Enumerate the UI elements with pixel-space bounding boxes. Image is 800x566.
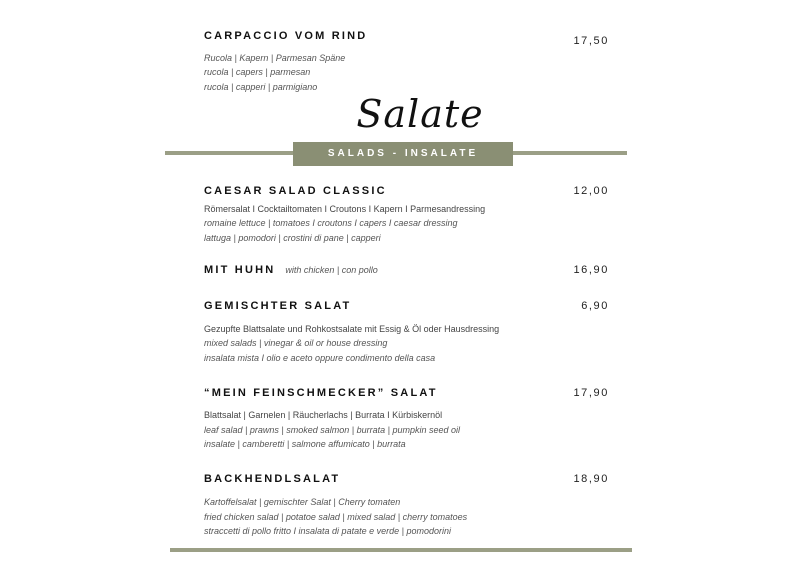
- dish-price-feinschmecker: 17,90: [573, 387, 609, 399]
- dish-desc-it: rucola | capperi | parmigiano: [204, 82, 318, 92]
- dish-desc-en: rucola | capers | parmesan: [204, 67, 311, 77]
- dish-price-caesar: 12,00: [573, 185, 609, 197]
- dish-price-carpaccio: 17,50: [573, 35, 609, 47]
- dish-desc-it: insalate | camberetti | salmone affumicato | burrata: [204, 439, 406, 449]
- dish-desc-it: insalata mista I olio e aceto oppure condimento della casa: [204, 353, 436, 363]
- dish-desc-en: romaine lettuce | tomatoes I croutons I capers I caesar dressing: [204, 218, 458, 228]
- dish-name-feinschmecker: “MEIN FEINSCHMECKER” SALAT: [204, 387, 438, 399]
- dish-desc-it: lattuga | pomodori | crostini di pane | capperi: [204, 233, 381, 243]
- section-banner: SALADS - INSALATE: [293, 142, 513, 166]
- dish-desc-en: fried chicken salad | potatoe salad | mixed salad | cherry tomatoes: [204, 512, 468, 522]
- dish-desc-de: Rucola | Kapern | Parmesan Späne: [204, 53, 346, 63]
- dish-price-gemischter-salat: 6,90: [581, 300, 609, 312]
- dish-note: with chicken | con pollo: [285, 265, 378, 275]
- dish-name-gemischter-salat: GEMISCHTER SALAT: [204, 300, 352, 312]
- dish-name-backhendlsalat: BACKHENDLSALAT: [204, 473, 341, 485]
- dish-price-backhendlsalat: 18,90: [573, 473, 609, 485]
- dish-desc-de: Römersalat I Cocktailtomaten I Croutons I Kapern I Parmesandressing: [204, 204, 486, 214]
- dish-name-mit-huhn: [204, 264, 378, 276]
- dish-desc-de: Blattsalat | Garnelen | Räucherlachs | Burrata I Kürbiskernöl: [204, 410, 443, 420]
- dish-desc-it: straccetti di pollo fritto I insalata di patate e verde | pomodorini: [204, 526, 451, 536]
- dish-desc-en: leaf salad | prawns | smoked salmon | burrata | pumpkin seed oil: [204, 425, 460, 435]
- dish-name-text: MIT HUHN: [204, 264, 276, 276]
- dish-desc-en: mixed salads | vinegar & oil or house dressing: [204, 338, 388, 348]
- dish-price-mit-huhn: 16,90: [573, 264, 609, 276]
- section-title: Salate: [356, 92, 484, 136]
- dish-name-carpaccio: CARPACCIO VOM RIND: [204, 30, 368, 42]
- bottom-divider: [170, 548, 632, 552]
- dish-desc-de: Kartoffelsalat | gemischter Salat | Cherry tomaten: [204, 497, 401, 507]
- dish-name-caesar: CAESAR SALAD CLASSIC: [204, 185, 387, 197]
- dish-desc-de: Gezupfte Blattsalate und Rohkostsalate mit Essig & Öl oder Hausdressing: [204, 324, 500, 334]
